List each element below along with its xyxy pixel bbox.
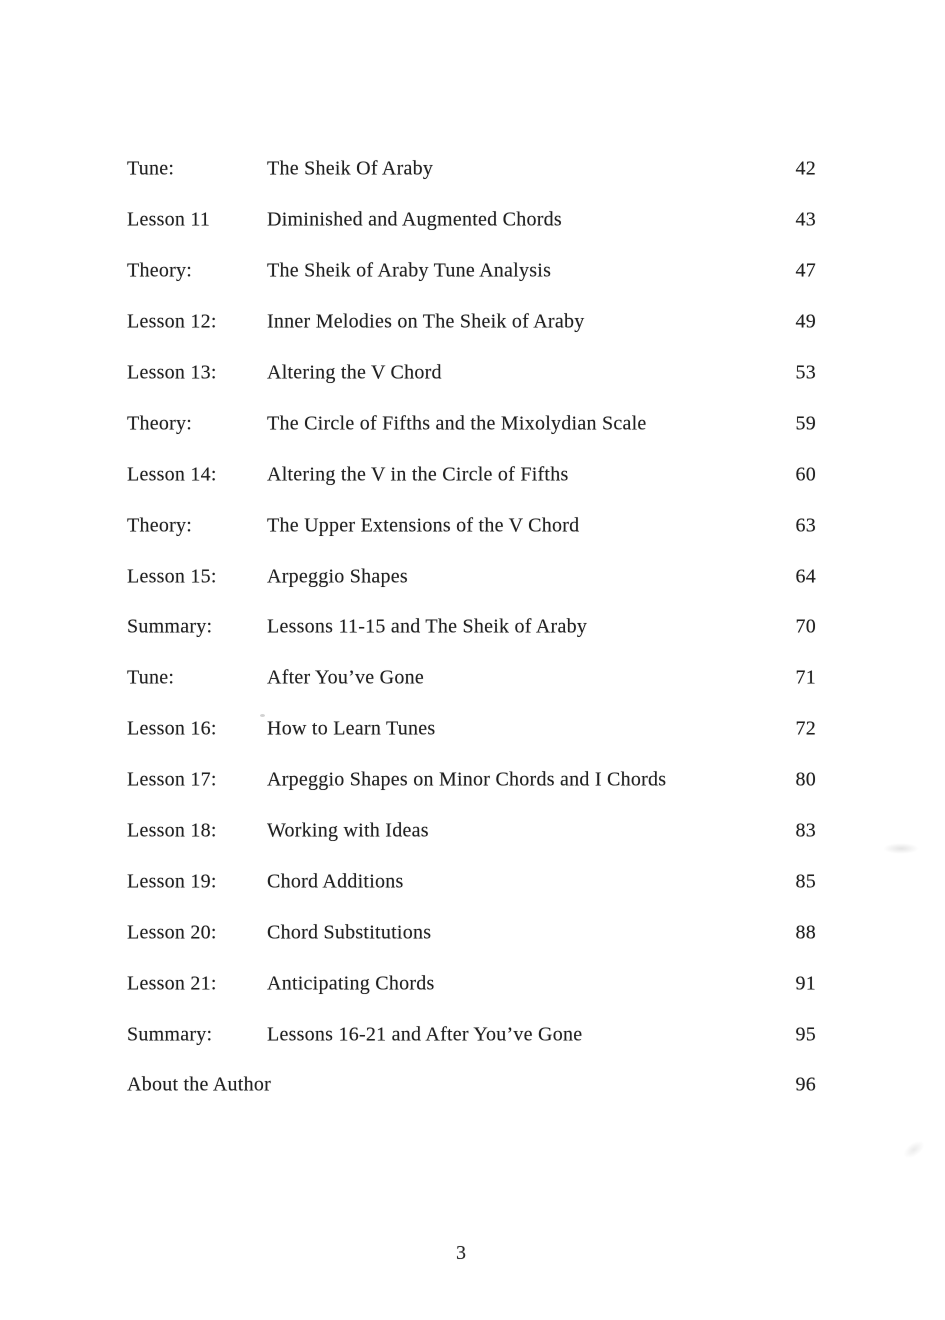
toc-entry-label: Lesson 14:	[127, 463, 217, 486]
toc-entry	[0, 449, 945, 500]
toc-entry-title: How to Learn Tunes	[267, 717, 436, 740]
toc-entry-page-number: 63	[795, 514, 816, 537]
scan-artifact-smudge	[900, 1137, 927, 1161]
toc-entry-title: The Circle of Fifths and the Mixolydian Scale	[267, 412, 647, 435]
toc-entry-page-number: 71	[795, 666, 816, 689]
toc-entry	[0, 958, 945, 1009]
toc-entry-title: Chord Additions	[267, 870, 404, 893]
toc-entry-label: Lesson 12:	[127, 310, 217, 333]
toc-entry-title: Lessons 11-15 and The Sheik of Araby	[267, 615, 588, 638]
toc-entry-page-number: 42	[795, 157, 816, 180]
toc-entry-page-number: 70	[795, 615, 816, 638]
toc-entry-page-number: 64	[795, 565, 816, 588]
toc-entry-label: Theory:	[127, 514, 193, 537]
toc-entry	[0, 806, 945, 857]
toc-entry-page-number: 72	[795, 717, 816, 740]
toc-entry-page-number: 91	[795, 972, 816, 995]
toc-entry	[0, 755, 945, 806]
toc-entry-label: Lesson 20:	[127, 921, 217, 944]
toc-entry-page-number: 47	[795, 259, 816, 282]
toc-entry-label: Tune:	[127, 157, 175, 180]
scan-artifact-dot	[260, 714, 265, 717]
toc-entry	[0, 1060, 945, 1111]
toc-entry-label: Tune:	[127, 666, 175, 689]
toc-entry	[0, 297, 945, 348]
toc-entry-page-number: 85	[795, 870, 816, 893]
toc-entry	[0, 348, 945, 399]
toc-entry-title: Working with Ideas	[267, 819, 429, 842]
toc-entry-title: Arpeggio Shapes	[267, 565, 408, 588]
toc-entry	[0, 602, 945, 653]
toc-entry-title: The Upper Extensions of the V Chord	[267, 514, 580, 537]
toc-entry-label: Lesson 16:	[127, 717, 217, 740]
toc-entry-title: Altering the V in the Circle of Fifths	[267, 463, 569, 486]
toc-entry-label: Summary:	[127, 1023, 213, 1046]
toc-entry-title: The Sheik Of Araby	[267, 157, 434, 180]
folio-page-number: 3	[456, 1242, 466, 1264]
toc-entry-title: The Sheik of Araby Tune Analysis	[267, 259, 552, 282]
toc-entry-title: Lessons 16-21 and After You’ve Gone	[267, 1023, 583, 1046]
toc-entry-title: After You’ve Gone	[267, 666, 425, 689]
toc-entry-label: Lesson 18:	[127, 819, 217, 842]
toc-entry-page-number: 60	[795, 463, 816, 486]
toc-entry-label: About the Author	[127, 1073, 271, 1096]
toc-entry-label: Lesson 19:	[127, 870, 217, 893]
toc-entry	[0, 856, 945, 907]
toc-entry-title: Chord Substitutions	[267, 921, 432, 944]
toc-entry	[0, 704, 945, 755]
toc-entry	[0, 907, 945, 958]
toc-entry-label: Theory:	[127, 412, 193, 435]
toc-entry-label: Theory:	[127, 259, 193, 282]
toc-entry	[0, 246, 945, 297]
toc-entry-label: Lesson 11	[127, 208, 211, 231]
toc-entry-page-number: 96	[795, 1073, 816, 1096]
toc-entry-label: Summary:	[127, 615, 213, 638]
toc-entry-title: Inner Melodies on The Sheik of Araby	[267, 310, 585, 333]
toc-entry-page-number: 95	[795, 1023, 816, 1046]
toc-entry-label: Lesson 17:	[127, 768, 217, 791]
toc-entry-title: Diminished and Augmented Chords	[267, 208, 562, 231]
toc-entry-page-number: 43	[795, 208, 816, 231]
toc-entry-label: Lesson 13:	[127, 361, 217, 384]
toc-list	[0, 144, 945, 1111]
toc-entry-label: Lesson 21:	[127, 972, 217, 995]
toc-entry-page-number: 59	[795, 412, 816, 435]
toc-entry	[0, 500, 945, 551]
toc-entry-page-number: 88	[795, 921, 816, 944]
toc-entry	[0, 398, 945, 449]
toc-entry-page-number: 49	[795, 310, 816, 333]
scan-artifact-smudge	[883, 843, 919, 854]
toc-entry-title: Arpeggio Shapes on Minor Chords and I Chords	[267, 768, 667, 791]
toc-entry	[0, 1009, 945, 1060]
toc-entry-title: Altering the V Chord	[267, 361, 442, 384]
toc-entry	[0, 551, 945, 602]
toc-entry	[0, 195, 945, 246]
toc-entry	[0, 653, 945, 704]
toc-entry	[0, 144, 945, 195]
toc-entry-page-number: 53	[795, 361, 816, 384]
toc-entry-page-number: 80	[795, 768, 816, 791]
toc-entry-page-number: 83	[795, 819, 816, 842]
toc-entry-title: Anticipating Chords	[267, 972, 435, 995]
toc-entry-label: Lesson 15:	[127, 565, 217, 588]
